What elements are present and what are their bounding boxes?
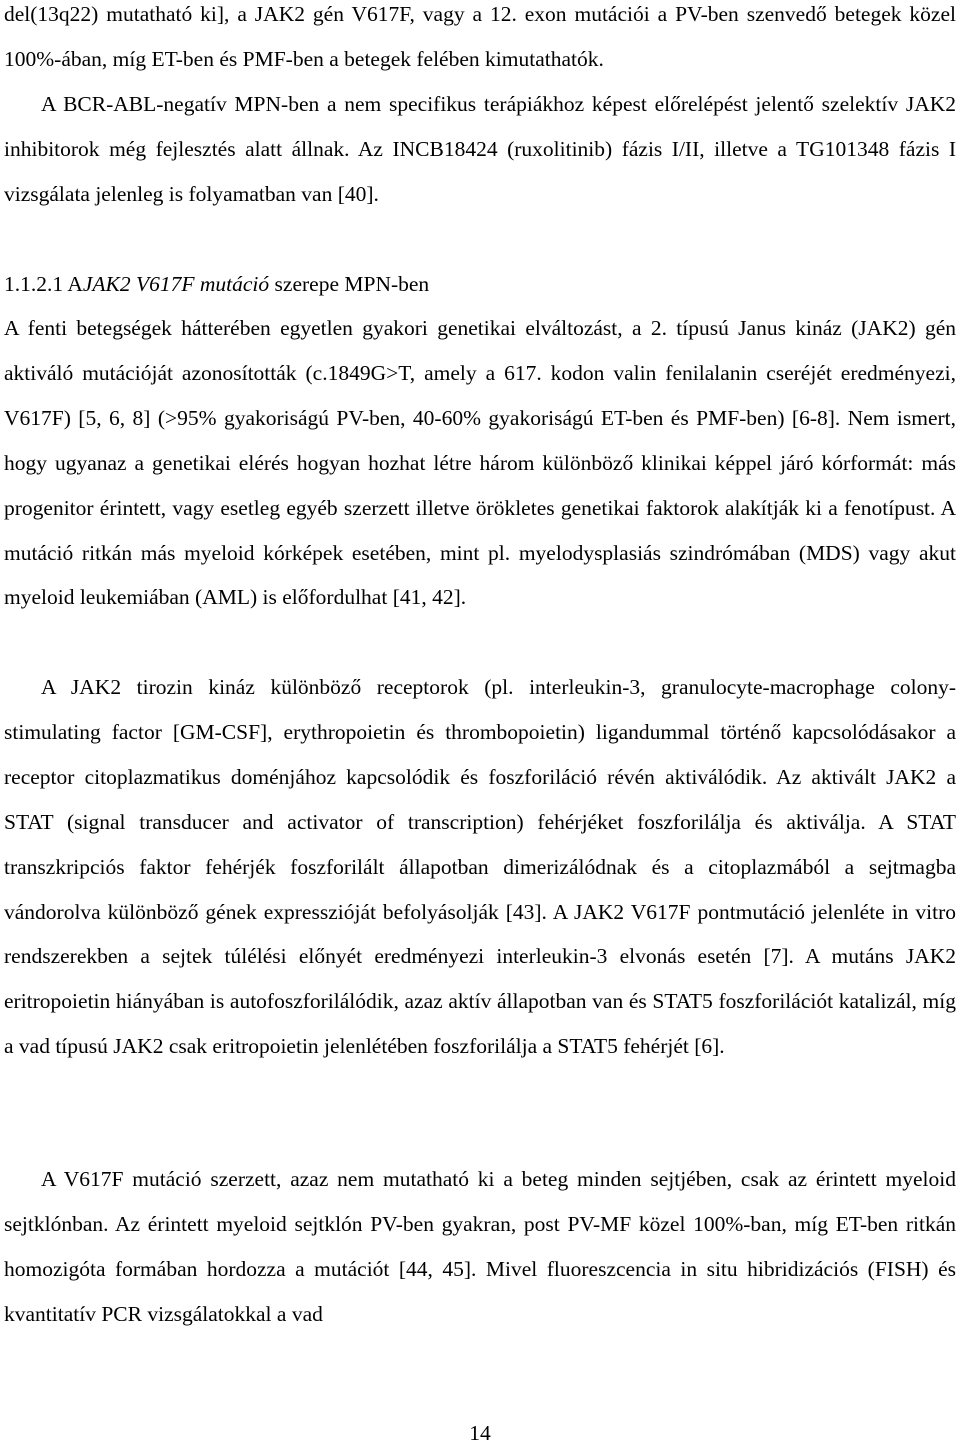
body-paragraph-3: A V617F mutáció szerzett, azaz nem mutatható ki a beteg minden sejtjében, csak az érintett myeloid sejtklónban. Az érintett myeloid sejtklón PV-ben gyakran, post PV-MF közel 100%-ban, míg ET-ben ritkán homozigóta formában hordozza a mutációt [44, 45]. Mivel fluoreszcencia in situ hibridizációs (FISH) és kvantitatív PCR vizsgálatokkal a vad (4, 1167, 956, 1326)
section-number: 1.1.2.1 (4, 272, 64, 296)
section-title-italic: JAK2 V617F mutáció (82, 272, 270, 296)
body-paragraph-1: A fenti betegségek hátterében egyetlen gyakori genetikai elváltozást, a 2. típusú Janus kináz (JAK2) gén aktiváló mutációját azonosították (c.1849G>T, amely a 617. kodon valin fenilalanin cseréjét eredményezi, V617F) [5, 6, 8] (>95% gyakoriságú PV-ben, 40-60% gyakoriságú ET-ben és PMF-ben) [6-8]. Nem ismert, hogy ugyanaz a genetikai elérés hogyan hozhat létre három különböző klinikai képpel járó kórformát: más progenitor érintett, vagy esetleg egyéb szerzett illetve örökletes genetikai faktorok alakítják ki a fenotípust. A mutáció ritkán más myeloid kórképek esetében, mint pl. myelodysplasiás szindrómában (MDS) vagy akut myeloid leukemiában (AML) is előfordulhat [41, 42]. (4, 316, 956, 610)
section-heading (4, 262, 956, 307)
body-paragraph-2: A JAK2 tirozin kináz különböző receptorok (pl. interleukin-3, granulocyte-macrophage colony-stimulating factor [GM-CSF], erythropoietin és thrombopoietin) ligandummal történő kapcsolódásakor a receptor citoplazmatikus doménjához kapcsolódik és foszforiláció révén aktiválódik. Az aktivált JAK2 a STAT (signal transducer and activator of transcription) fehérjéket foszforilálja és aktiválja. A STAT transzkripciós faktor fehérjék foszforilált állapotban dimerizálódnak és a citoplazmából a sejtmagba vándorolva különböző gének expresszióját befolyásolják [43]. A JAK2 V617F pontmutáció jelenléte in vitro rendszerekben a sejtek túlélési előnyét eredményezi interleukin-3 elvonás esetén [7]. A mutáns JAK2 eritropoietin hiányában is autofoszforilálódik, azaz aktív állapotban van és STAT5 foszforilációt katalizál, míg a vad típusú JAK2 csak eritropoietin jelenlétében foszforilálja a STAT5 fehérjét [6]. (4, 675, 956, 1059)
section-title-suffix: szerepe MPN-ben (274, 272, 430, 296)
section-title-prefix: A (67, 272, 83, 296)
intro-paragraph (4, 0, 956, 217)
intro-text-part2: A BCR-ABL-negatív MPN-ben a nem specifikus terápiákhoz képest előrelépést jelentő szelektív JAK2 inhibitorok még fejlesztés alatt állnak. Az INCB18424 (ruxolitinib) fázis I/II, illetve a TG101348 fázis I vizsgálata jelenleg is folyamatban van [40]. (4, 91, 956, 206)
page-number: 14 (469, 1421, 491, 1445)
intro-text-part1: del(13q22) mutatható ki], a JAK2 gén V617F, vagy a 12. exon mutációi a PV-ben szenvedő betegek közel 100%-ában, míg ET-ben és PMF-ben a betegek felében kimutathatók. (4, 2, 956, 71)
